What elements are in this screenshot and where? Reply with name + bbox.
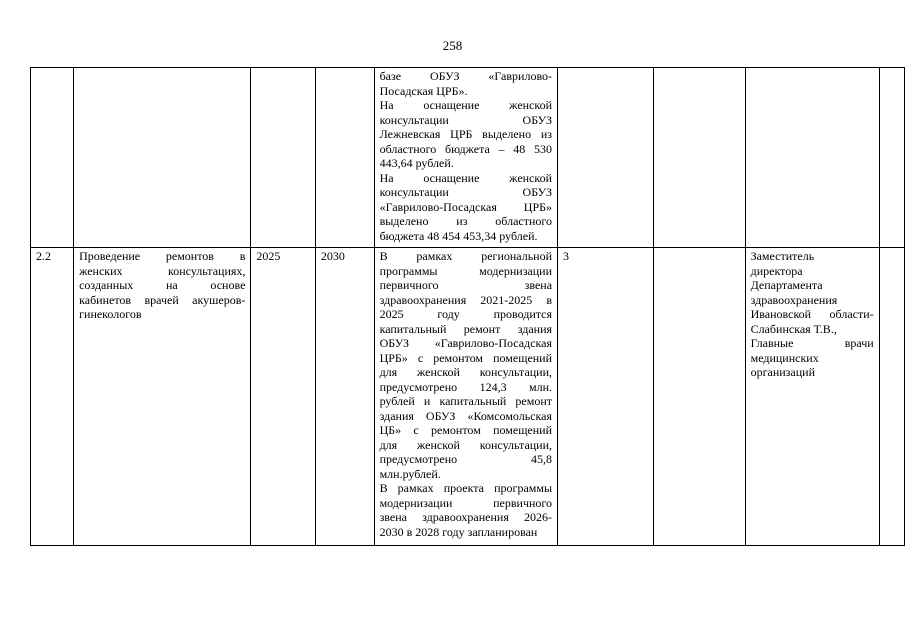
paragraph xyxy=(380,171,552,244)
paragraph xyxy=(380,98,552,171)
cell-num xyxy=(31,68,74,248)
text-line: организаций xyxy=(750,365,816,379)
text-line: для женской консультации, xyxy=(379,437,553,452)
cell-col7 xyxy=(653,248,745,546)
text-line: для женской консультации, xyxy=(379,365,553,379)
paragraph xyxy=(380,249,552,481)
text-line: базе ОБУЗ «Гаврилово- xyxy=(379,69,553,83)
cell-end-year xyxy=(315,68,374,248)
text-line: гинекологов xyxy=(79,307,142,321)
text-line: ЦБ» с ремонтом помещений xyxy=(379,423,553,437)
table-row xyxy=(31,68,905,248)
text-line: программы модернизации xyxy=(379,263,553,278)
cell-measure xyxy=(74,248,251,546)
text-line: Лежневская ЦРБ выделено из xyxy=(379,127,553,141)
table-row xyxy=(31,248,905,546)
cell-start-year xyxy=(251,68,315,248)
text-line: модернизации первичного xyxy=(379,495,553,510)
text-line: консультации ОБУЗ xyxy=(379,112,553,127)
cell-indicator: 3 xyxy=(558,248,654,546)
paragraph xyxy=(380,481,552,539)
cell-col9 xyxy=(879,248,904,546)
cell-start-year: 2025 xyxy=(251,248,315,546)
text-line: «Гаврилово-Посадская ЦРБ» xyxy=(379,199,553,214)
cell-col9 xyxy=(879,68,904,248)
text-line: Проведение ремонтов в xyxy=(79,249,246,263)
text-line: 2025 году проводится xyxy=(379,307,553,321)
text-line: женских консультациях, xyxy=(79,263,246,278)
text-line: медицинских xyxy=(750,350,819,365)
text-line: ОБУЗ «Гаврилово-Посадская xyxy=(379,336,553,350)
text-line: звена здравоохранения 2026- xyxy=(379,510,553,524)
cell-end-year: 2030 xyxy=(315,248,374,546)
text-line: 2030 в 2028 году запланирован xyxy=(379,524,538,539)
text-line: Слабинская Т.В., xyxy=(750,321,837,336)
cell-description xyxy=(374,68,557,248)
text-line: здравоохранения 2021-2025 в xyxy=(379,292,553,307)
text-line: бюджета 48 454 453,34 рублей. xyxy=(379,228,538,243)
text-line: предусмотрено 45,8 xyxy=(379,452,553,466)
cell-col7 xyxy=(653,68,745,248)
text-line: первичного звена xyxy=(379,278,553,292)
cell-description xyxy=(374,248,557,546)
cell-indicator xyxy=(558,68,654,248)
text-line: В рамках региональной xyxy=(379,249,553,263)
paragraph xyxy=(79,249,245,322)
text-line: консультации ОБУЗ xyxy=(379,185,553,199)
text-line: Заместитель xyxy=(750,249,815,263)
text-line: выделено из областного xyxy=(379,214,553,228)
text-line: созданных на основе xyxy=(79,278,246,292)
paragraph xyxy=(380,69,552,98)
cell-num: 2.2 xyxy=(31,248,74,546)
text-line: здания ОБУЗ «Комсомольская xyxy=(379,408,553,423)
text-line: рублей и капитальный ремонт xyxy=(379,394,553,408)
cell-responsible xyxy=(745,68,879,248)
cell-measure xyxy=(74,68,251,248)
text-line: ЦРБ» с ремонтом помещений xyxy=(379,350,553,365)
text-line: Ивановской области- xyxy=(750,307,874,321)
text-line: 443,64 рублей. xyxy=(379,156,454,170)
text-line: Посадская ЦРБ». xyxy=(379,83,468,98)
text-line: предусмотрено 124,3 млн. xyxy=(379,379,553,394)
cell-responsible xyxy=(745,248,879,546)
text-line: директора xyxy=(750,263,803,278)
text-line: На оснащение женской xyxy=(379,170,553,185)
text-line: Департамента xyxy=(750,278,823,292)
measures-table xyxy=(30,67,905,546)
page-number: 258 xyxy=(442,38,463,53)
text-line: В рамках проекта программы xyxy=(379,481,553,495)
paragraph xyxy=(751,249,874,380)
text-line: капитальный ремонт здания xyxy=(379,321,553,336)
text-line: На оснащение женской xyxy=(379,98,553,112)
text-line: здравоохранения xyxy=(750,292,838,307)
text-line: млн.рублей. xyxy=(379,466,441,481)
text-line: областного бюджета – 48 530 xyxy=(379,141,553,156)
text-line: кабинетов врачей акушеров- xyxy=(79,292,246,307)
text-line: Главные врачи xyxy=(750,336,874,350)
